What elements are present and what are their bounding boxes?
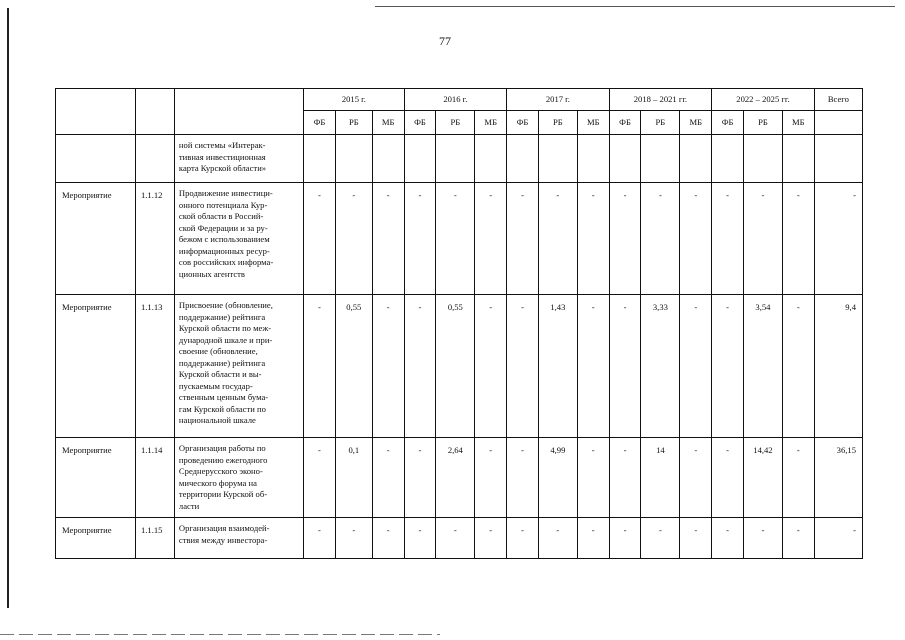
header-source: РБ	[743, 111, 782, 135]
row-value-cell: 4,99	[538, 438, 577, 518]
row-value-cell: -	[577, 518, 609, 559]
header-year: 2017 г.	[507, 89, 610, 111]
row-value-cell: -	[304, 438, 336, 518]
row-value-cell: -	[335, 518, 372, 559]
row-value-cell: -	[743, 183, 782, 295]
header-year: 2016 г.	[404, 89, 507, 111]
scan-left-edge	[7, 8, 9, 608]
row-value-cell: -	[712, 183, 744, 295]
row-value-cell: -	[436, 183, 475, 295]
header-blank-name	[174, 89, 303, 135]
row-value-cell: -	[712, 518, 744, 559]
row-type-cell: Мероприятие	[56, 183, 136, 295]
row-value-cell: -	[577, 183, 609, 295]
row-value-cell: -	[782, 438, 814, 518]
row-value-cell: -	[712, 438, 744, 518]
row-value-cell: -	[507, 438, 539, 518]
header-source: МБ	[577, 111, 609, 135]
row-value-cell: -	[404, 183, 436, 295]
header-source: ФБ	[304, 111, 336, 135]
scan-top-line	[375, 6, 895, 7]
row-value-cell: 0,1	[335, 438, 372, 518]
row-code-cell: 1.1.12	[135, 183, 174, 295]
row-value-cell: 0,55	[335, 295, 372, 438]
row-value-cell: -	[507, 295, 539, 438]
row-value-cell: -	[782, 295, 814, 438]
row-value-cell: 14,42	[743, 438, 782, 518]
row-type-cell: Мероприятие	[56, 438, 136, 518]
header-source: ФБ	[712, 111, 744, 135]
row-code-cell: 1.1.13	[135, 295, 174, 438]
row-value-cell: 3,54	[743, 295, 782, 438]
row-total-cell: -	[814, 518, 862, 559]
row-value-cell: -	[404, 295, 436, 438]
header-total: Всего	[814, 89, 862, 111]
row-value-cell: -	[475, 295, 507, 438]
row-value-cell: -	[404, 518, 436, 559]
table-row	[56, 438, 863, 518]
header-source: ФБ	[507, 111, 539, 135]
row-total-cell: 9,4	[814, 295, 862, 438]
row-value-cell: -	[609, 183, 641, 295]
row-value-cell: -	[680, 518, 712, 559]
row-code-cell	[135, 135, 174, 183]
row-value-cell: 3,33	[641, 295, 680, 438]
header-source: РБ	[538, 111, 577, 135]
row-value-cell: -	[680, 183, 712, 295]
budget-table	[55, 88, 863, 559]
row-type-cell: Мероприятие	[56, 295, 136, 438]
row-code-cell: 1.1.14	[135, 438, 174, 518]
header-source: ФБ	[404, 111, 436, 135]
header-year: 2015 г.	[304, 89, 404, 111]
continuation-row	[56, 135, 863, 183]
row-value-cell: 14	[641, 438, 680, 518]
row-name-cell: Продвижение инвестици- онного потенциала Кур- ской области в Россий- ской Федерации и за ру- бежом с использованием информационных ресур- сов российских информа- ционных агентств	[174, 183, 303, 295]
row-value-cell: -	[712, 295, 744, 438]
header-source: МБ	[475, 111, 507, 135]
row-value-cell: -	[475, 438, 507, 518]
scan-bottom-line	[0, 634, 440, 635]
row-value-cell: -	[641, 518, 680, 559]
row-value-cell: -	[609, 295, 641, 438]
row-name-cell: ной системы «Интерак- тивная инвестиционная карта Курской области»	[174, 135, 303, 183]
row-value-cell: -	[782, 183, 814, 295]
row-value-cell: -	[538, 518, 577, 559]
header-source: ФБ	[609, 111, 641, 135]
row-value-cell: 1,43	[538, 295, 577, 438]
page-number: 77	[439, 34, 451, 48]
row-type-cell: Мероприятие	[56, 518, 136, 559]
header-source: РБ	[641, 111, 680, 135]
row-value-cell: -	[372, 295, 404, 438]
row-value-cell: -	[680, 295, 712, 438]
row-value-cell: -	[372, 518, 404, 559]
row-value-cell: -	[609, 438, 641, 518]
row-value-cell: -	[404, 438, 436, 518]
header-source: МБ	[680, 111, 712, 135]
row-value-cell: -	[436, 518, 475, 559]
table-row	[56, 518, 863, 559]
row-value-cell: -	[743, 518, 782, 559]
row-value-cell: -	[782, 518, 814, 559]
row-value-cell: -	[475, 183, 507, 295]
row-value-cell: -	[335, 183, 372, 295]
row-value-cell: -	[538, 183, 577, 295]
row-value-cell: -	[304, 518, 336, 559]
row-value-cell: -	[609, 518, 641, 559]
row-total-cell: 36,15	[814, 438, 862, 518]
row-total-cell: -	[814, 183, 862, 295]
header-years-row	[56, 89, 863, 111]
header-year: 2018 – 2021 гг.	[609, 89, 712, 111]
row-value-cell: -	[507, 518, 539, 559]
row-type-cell	[56, 135, 136, 183]
row-value-cell: 2,64	[436, 438, 475, 518]
header-year: 2022 – 2025 гг.	[712, 89, 815, 111]
row-code-cell: 1.1.15	[135, 518, 174, 559]
row-value-cell: -	[372, 438, 404, 518]
table-row	[56, 295, 863, 438]
row-name-cell: Организация взаимодей- ствия между инвестора-	[174, 518, 303, 559]
header-blank-code	[135, 89, 174, 135]
row-value-cell: -	[475, 518, 507, 559]
header-source: МБ	[782, 111, 814, 135]
header-source: РБ	[436, 111, 475, 135]
row-value-cell: -	[507, 183, 539, 295]
row-value-cell: -	[577, 295, 609, 438]
row-value-cell: 0,55	[436, 295, 475, 438]
row-value-cell: -	[304, 295, 336, 438]
table-row	[56, 183, 863, 295]
header-blank-type	[56, 89, 136, 135]
row-value-cell: -	[680, 438, 712, 518]
row-value-cell: -	[641, 183, 680, 295]
row-name-cell: Организация работы по проведению ежегодного Среднерусского эконо- мического форума на территории Курской об- ласти	[174, 438, 303, 518]
header-total-blank	[814, 111, 862, 135]
header-source: МБ	[372, 111, 404, 135]
row-value-cell: -	[304, 183, 336, 295]
row-name-cell: Присвоение (обновление, поддержание) рейтинга Курской области по меж- дународной шкале и при- своение (обновление, поддержание) рейтинга Курской области и вы- пускаемым государ- ственным ценным бума- гам Курской области по национальной шкале	[174, 295, 303, 438]
row-value-cell: -	[372, 183, 404, 295]
header-source: РБ	[335, 111, 372, 135]
row-value-cell: -	[577, 438, 609, 518]
